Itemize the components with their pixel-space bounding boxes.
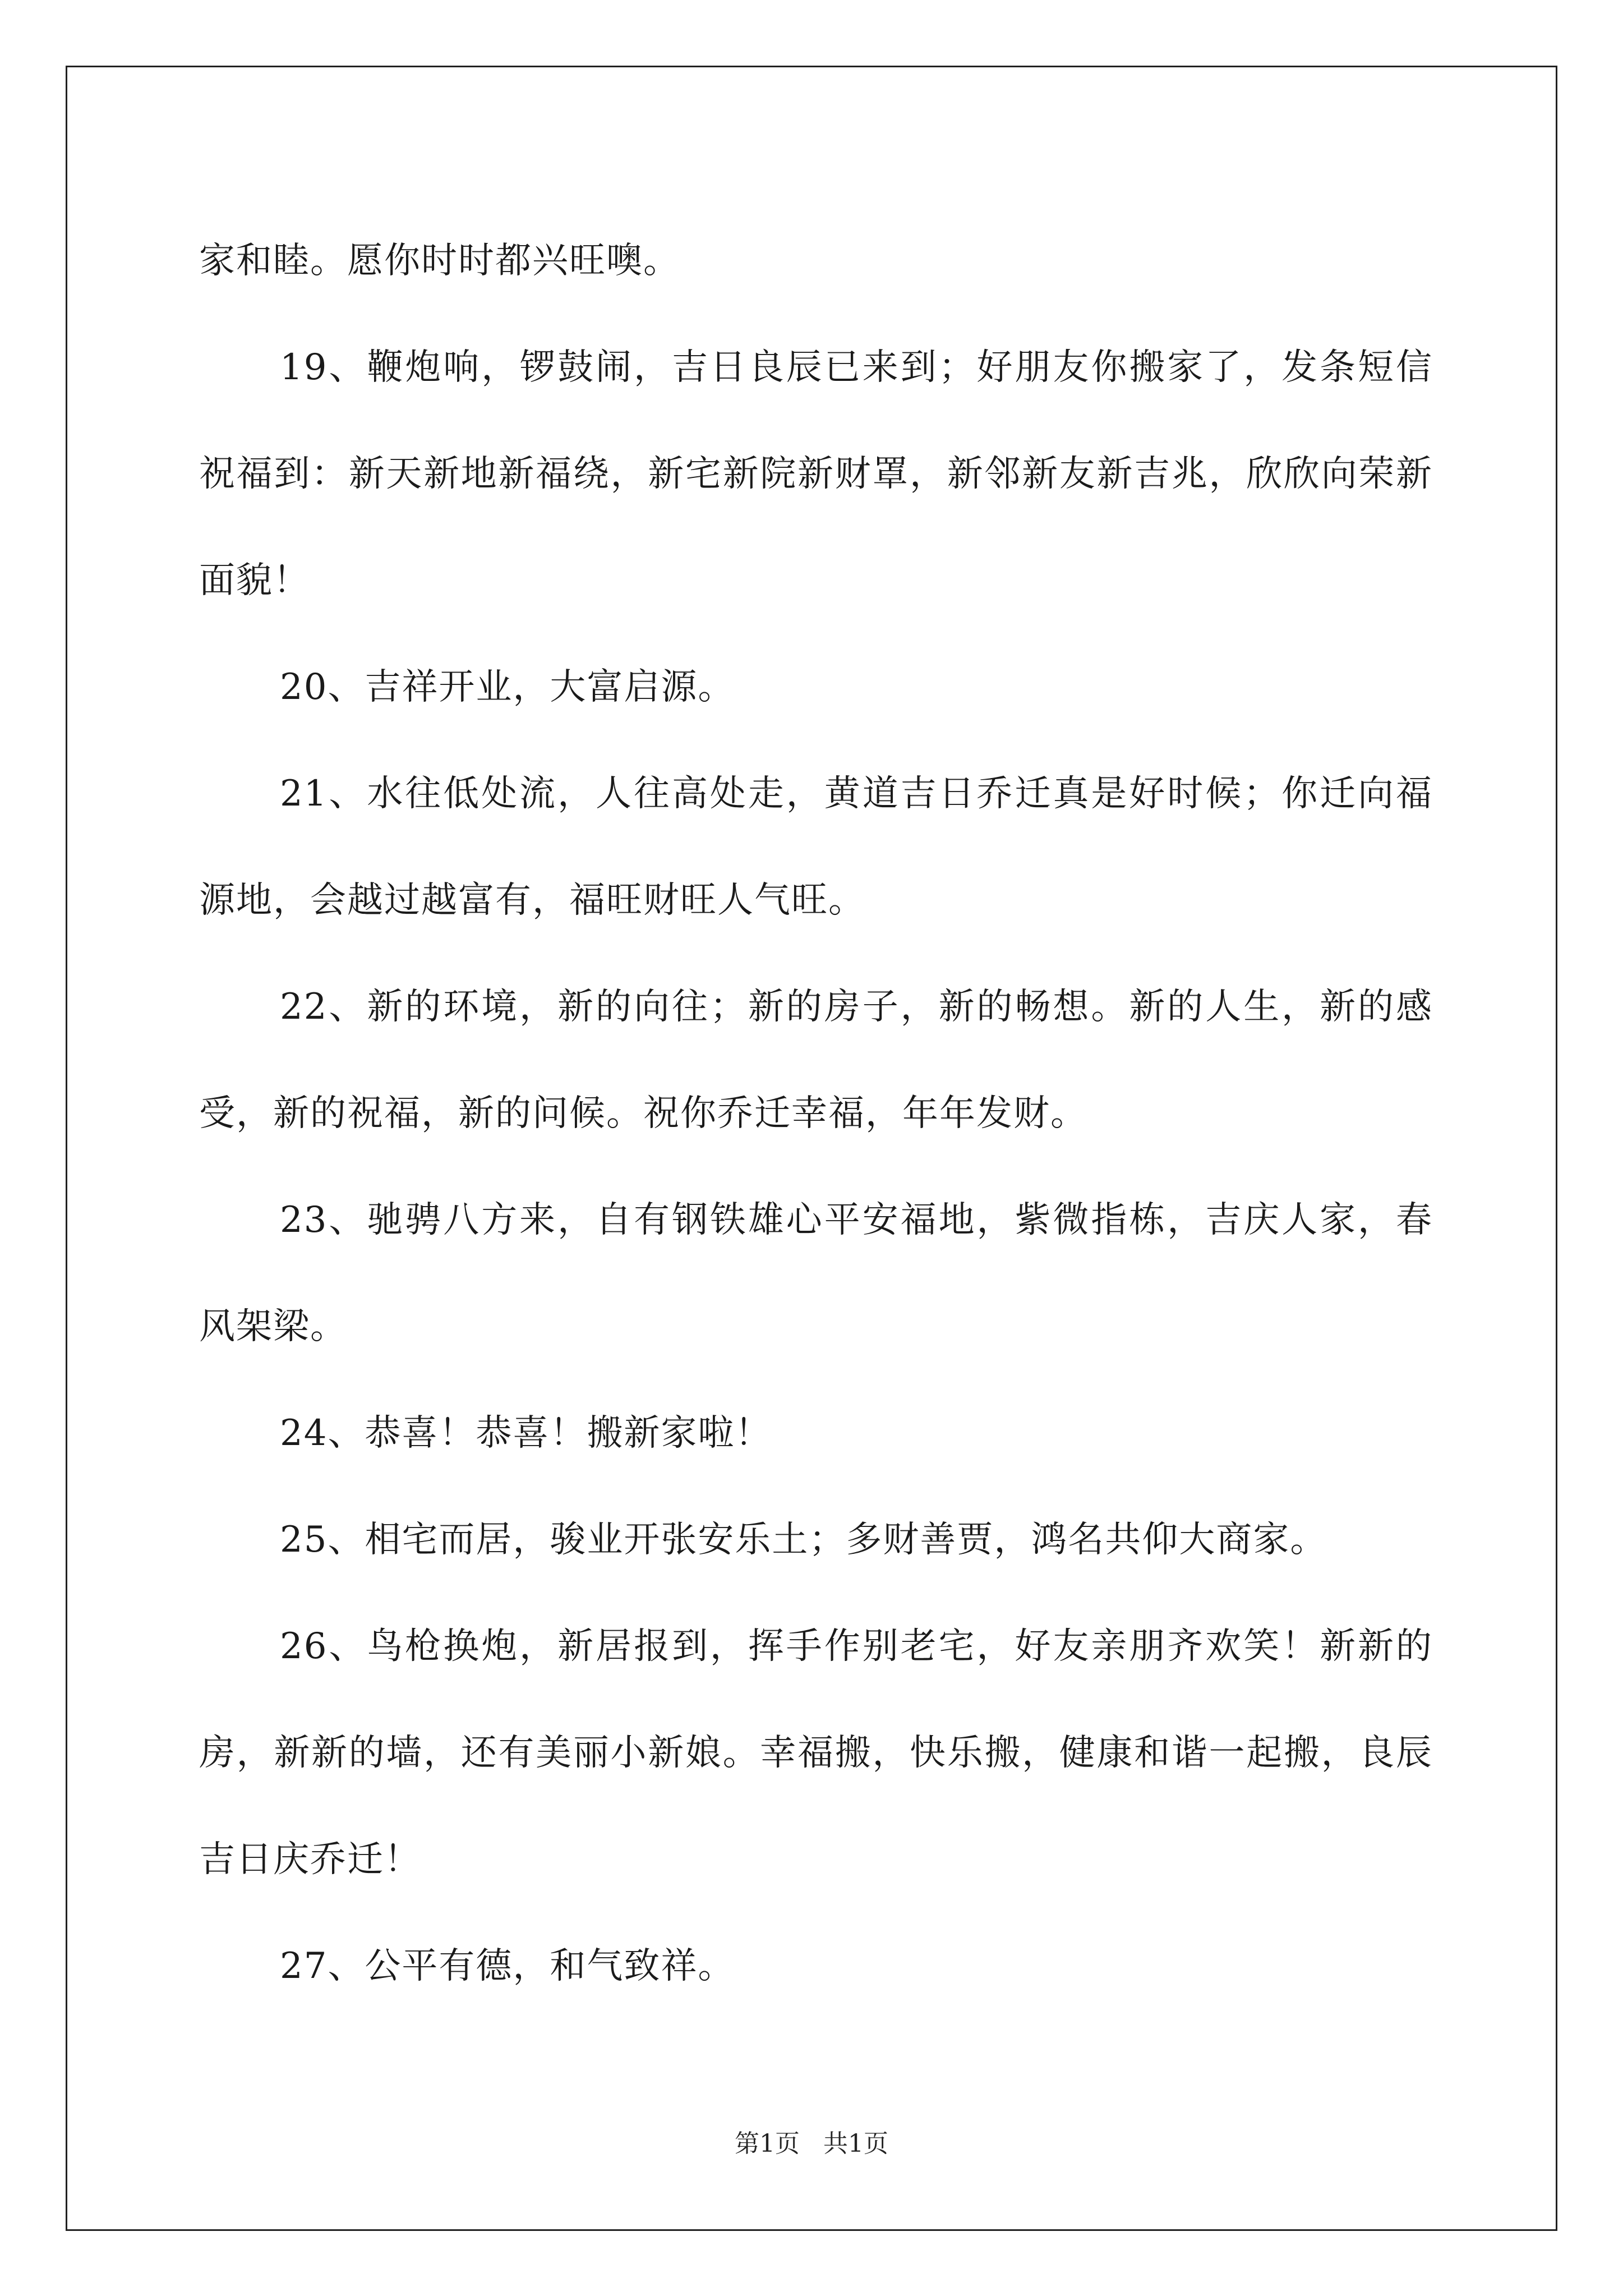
paragraph: 家和睦。愿你时时都兴旺噢。 — [199, 240, 680, 282]
page-number: 第1页 — [735, 2129, 800, 2158]
paragraph: 23、驰骋八方来，自有钢铁雄心平安福地，紫微指栋，吉庆人家，春风架梁。 — [199, 1199, 1433, 1347]
paragraph: 19、鞭炮响，锣鼓闹，吉日良辰已来到；好朋友你搬家了，发条短信祝福到：新天新地新福绕，新宅新院新财罩，新邻新友新吉兆，欣欣向荣新面貌！ — [199, 347, 1433, 601]
paragraph: 21、水往低处流，人往高处走，黄道吉日乔迁真是好时候；你迁向福源地，会越过越富有，福旺财旺人气旺。 — [199, 773, 1433, 921]
document-body — [199, 208, 1433, 2019]
page-footer — [0, 2127, 1623, 2161]
paragraph: 26、鸟枪换炮，新居报到，挥手作别老宅，好友亲朋齐欢笑！新新的房，新新的墙，还有美丽小新娘。幸福搬，快乐搬，健康和谐一起搬，良辰吉日庆乔迁！ — [199, 1626, 1433, 1880]
paragraph: 20、吉祥开业，大富启源。 — [280, 666, 735, 708]
paragraph: 24、恭喜！恭喜！搬新家啦！ — [280, 1412, 772, 1454]
paragraph: 22、新的环境，新的向往；新的房子，新的畅想。新的人生，新的感受，新的祝福，新的问候。祝你乔迁幸福，年年发财。 — [199, 986, 1433, 1134]
paragraph: 25、相宅而居，骏业开张安乐土；多财善贾，鸿名共仰大商家。 — [280, 1519, 1327, 1561]
paragraph: 27、公平有德，和气致祥。 — [280, 1945, 735, 1987]
page-total: 共1页 — [823, 2129, 888, 2158]
